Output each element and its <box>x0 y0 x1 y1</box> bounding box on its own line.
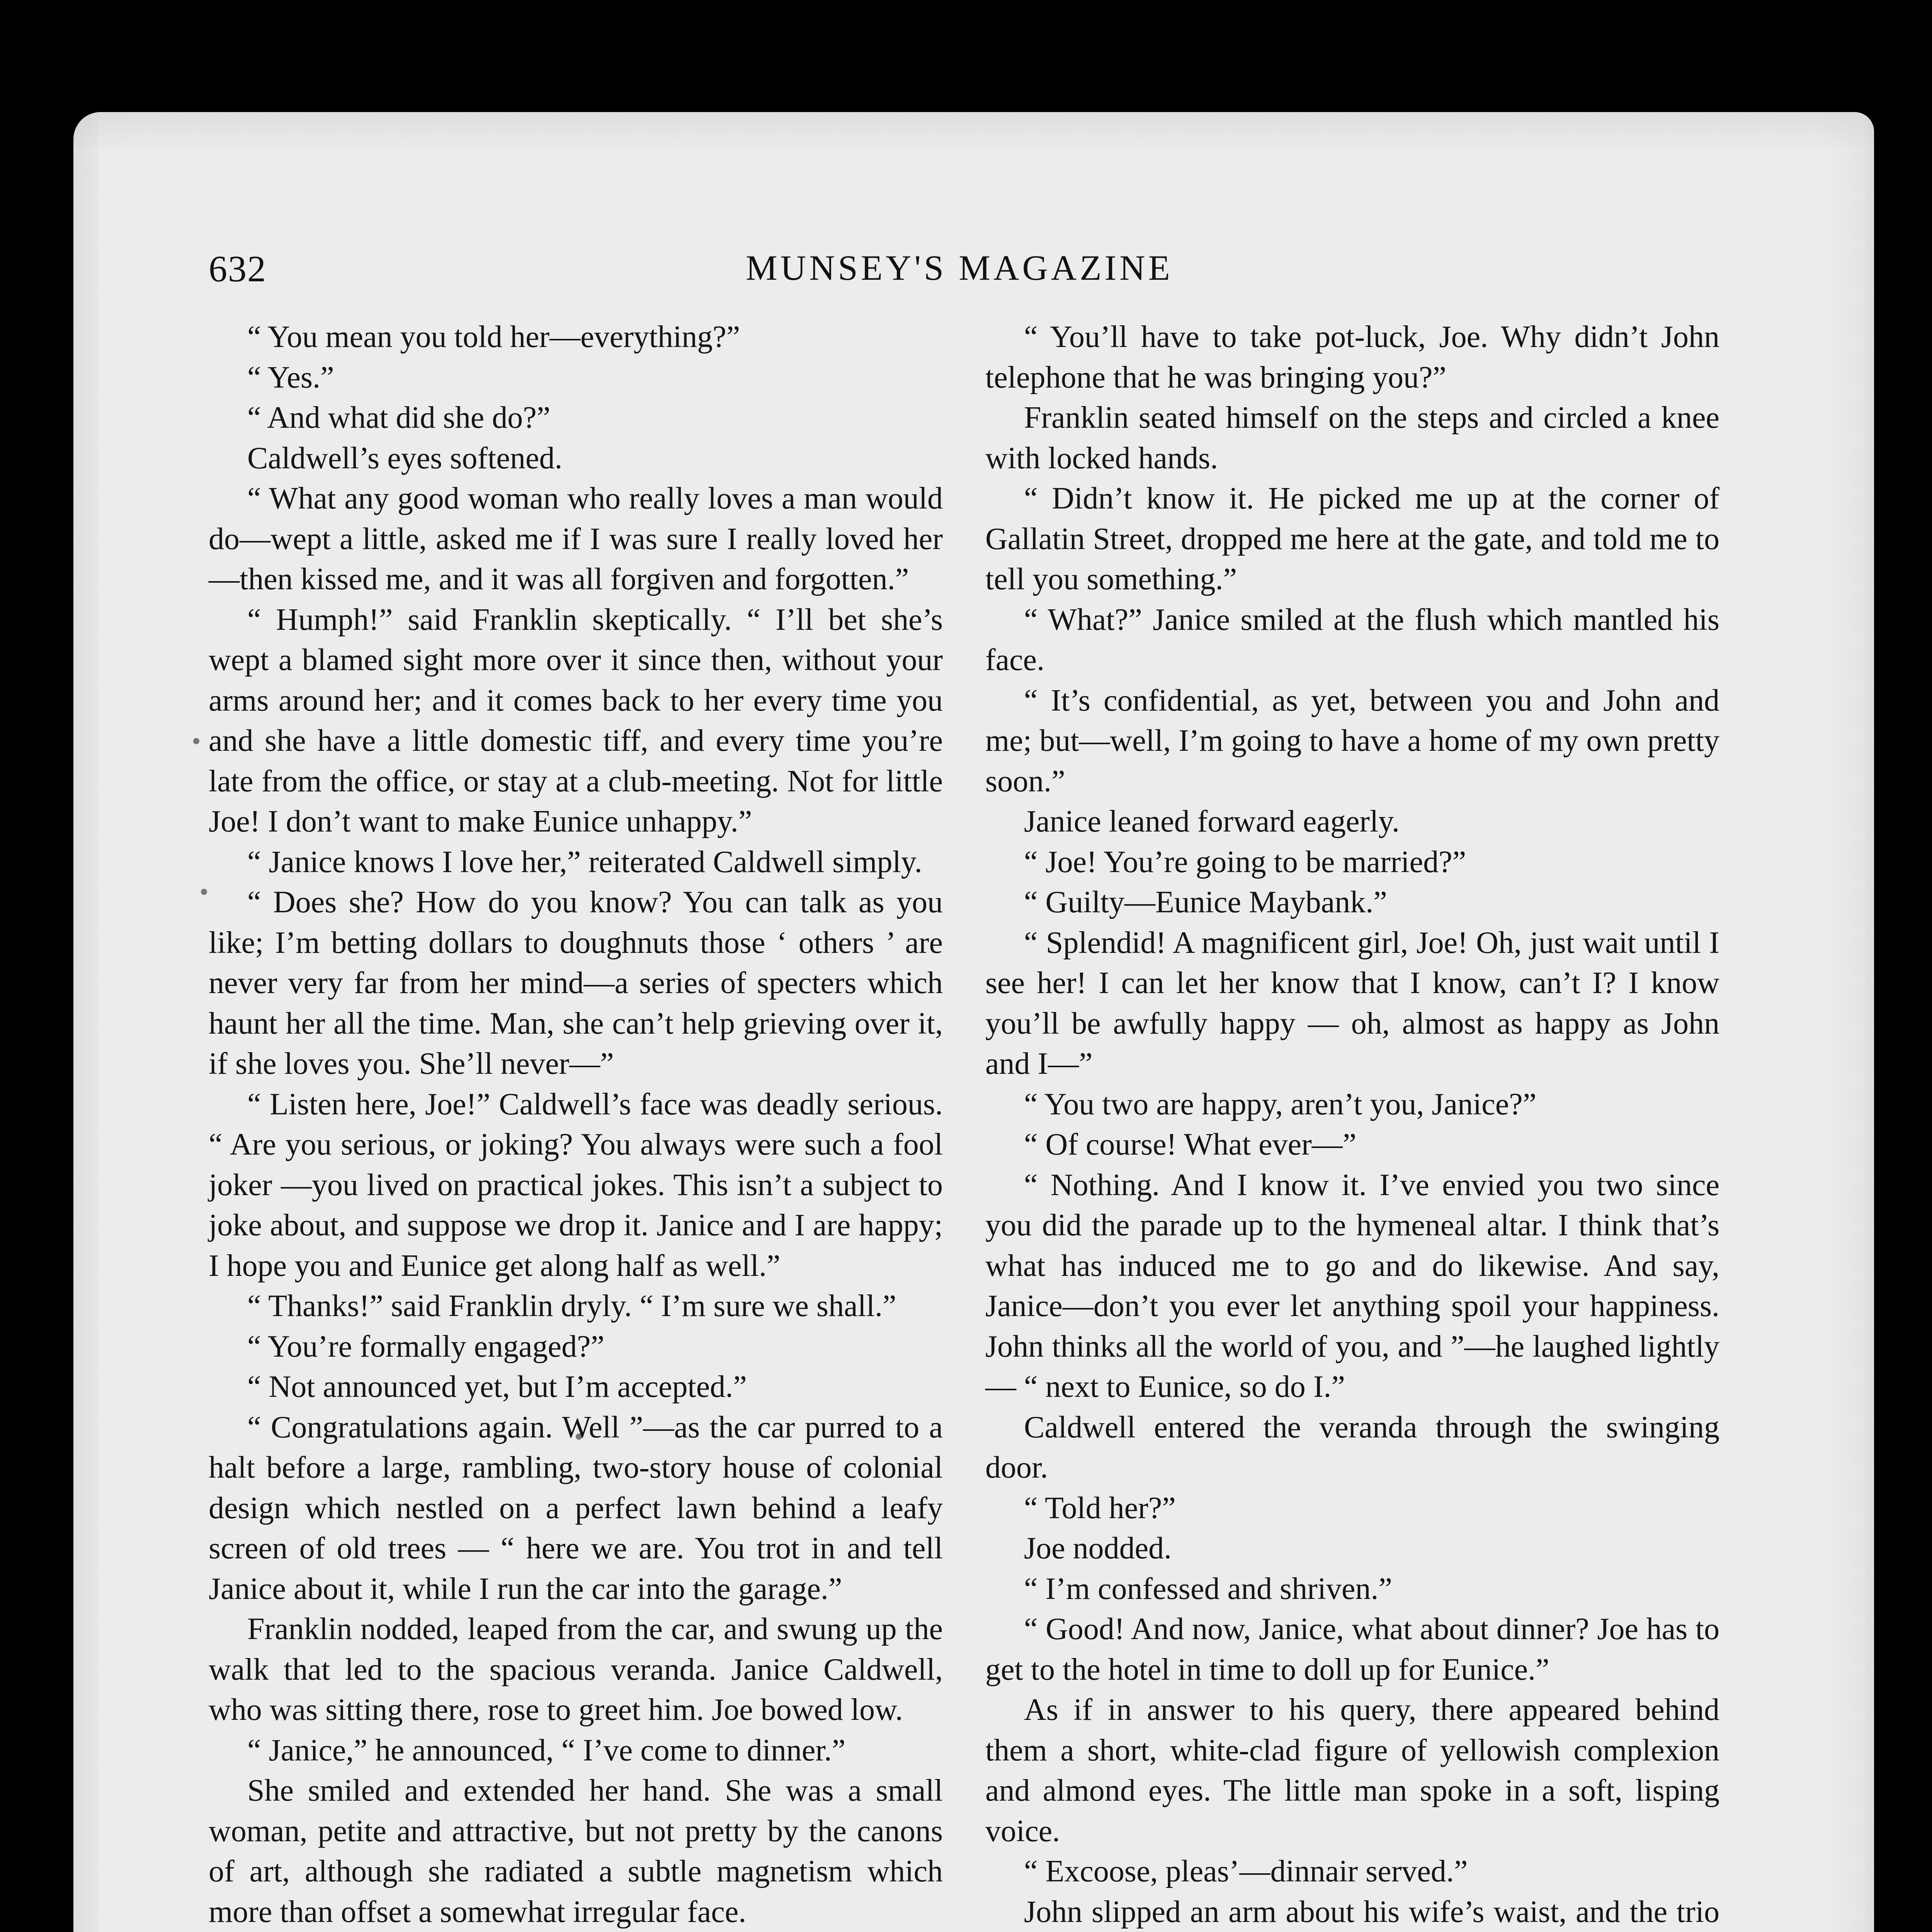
paragraph: “ Congratulations again. Well ”—as the car purred to a halt before a large, rambling, two-story house of colonial design which nestled on a perfect lawn behind a leafy screen of old trees — “ here we are. You trot in and tell Janice about it, while I run the car into the garage.” <box>209 1410 943 1606</box>
paragraph: “ Excoose, pleas’—dinnair served.” <box>1024 1854 1468 1888</box>
paragraph: “ Of course! What ever—” <box>1024 1128 1357 1162</box>
paragraph: “ Humph!” said Franklin skeptically. “ I’ll bet she’s wept a blamed sight more over it since then, without your arms around her; and it comes back to her every time you and she have a little domestic tiff, and every time you’re late from the office, or stay at a club-meeting. Not for little Joe! I don’t want to make Eunice unhappy.” <box>209 602 943 838</box>
right-text-column <box>985 317 1719 1932</box>
paragraph: “ I’m confessed and shriven.” <box>1024 1571 1392 1606</box>
paragraph: “ It’s confidential, as yet, between you and John and me; but—well, I’m going to have a home of my own pretty soon.” <box>985 683 1719 798</box>
paragraph: She smiled and extended her hand. She was a small woman, petite and attractive, but not pretty by the canons of art, although she radiated a subtle magnetism which more than offset a somewhat irregular face. <box>209 1774 943 1929</box>
paragraph: “ And what did she do?” <box>247 401 551 435</box>
paragraph: “ What?” Janice smiled at the flush which mantled his face. <box>985 602 1719 677</box>
paragraph: “ What any good woman who really loves a man would do—wept a little, asked me if I was sure I really loved her—then kissed me, and it was all forgiven and forgotten.” <box>209 481 943 596</box>
paragraph: Joe nodded. <box>1024 1531 1172 1565</box>
paragraph: “ Janice knows I love her,” reiterated Caldwell simply. <box>247 845 922 879</box>
paragraph: “ Does she? How do you know? You can talk as you like; I’m betting dollars to doughnuts those ‘ others ’ are never very far from her mind—a series of specters which haunt her all the time. Man, she can’t help grieving over it, if she loves you. She’ll never—” <box>209 885 943 1081</box>
paragraph: “ Joe! You’re going to be married?” <box>1024 845 1466 879</box>
paragraph: As if in answer to his query, there appeared behind them a short, white-clad figure of yellowish complexion and almond eyes. The little man spoke in a soft, lisping voice. <box>985 1693 1719 1848</box>
paragraph: Janice leaned forward eagerly. <box>1024 804 1400 838</box>
paragraph: “ Yes.” <box>247 360 334 395</box>
paragraph: Franklin nodded, leaped from the car, and swung up the walk that led to the spacious veranda. Janice Caldwell, who was sitting there, rose to greet him. Joe bowed low. <box>209 1612 943 1727</box>
running-head <box>209 247 1716 298</box>
paragraph: Caldwell’s eyes softened. <box>247 441 563 475</box>
paragraph: “ You’ll have to take pot-luck, Joe. Why didn’t John telephone that he was bringing you?” <box>985 320 1719 395</box>
paragraph: Caldwell entered the veranda through the swinging door. <box>985 1410 1719 1485</box>
paragraph: “ Good! And now, Janice, what about dinner? Joe has to get to the hotel in time to doll up for Eunice.” <box>985 1612 1719 1687</box>
paragraph: “ Told her?” <box>1024 1491 1176 1525</box>
paragraph: “ Guilty—Eunice Maybank.” <box>1024 885 1387 919</box>
paragraph: “ Thanks!” said Franklin dryly. “ I’m sure we shall.” <box>247 1289 896 1323</box>
paragraph: “ Splendid! A magnificent girl, Joe! Oh, just wait until I see her! I can let her know that I know, can’t I? I know you’ll be awfully happy — oh, almost as happy as John and I—” <box>985 925 1719 1081</box>
paragraph: “ Not announced yet, but I’m accepted.” <box>247 1370 747 1404</box>
paragraph: “ You two are happy, aren’t you, Janice?” <box>1024 1087 1537 1121</box>
paragraph: “ Janice,” he announced, “ I’ve come to dinner.” <box>247 1733 846 1767</box>
paragraph: “ You’re formally engaged?” <box>247 1329 605 1364</box>
magazine-title: MUNSEY'S MAGAZINE <box>746 248 1173 287</box>
page-number: 632 <box>209 248 267 289</box>
paragraph: John slipped an arm about his wife’s waist, and the trio <box>1024 1895 1719 1929</box>
paragraph: “ You mean you told her—everything?” <box>247 320 740 354</box>
paragraph: “ Listen here, Joe!” Caldwell’s face was deadly serious. “ Are you serious, or joking? You always were such a fool joker —you lived on practical jokes. This isn’t a subject to joke about, and suppose we drop it. Janice and I are happy; I hope you and Eunice get along half as well.” <box>209 1087 943 1283</box>
paragraph: Franklin seated himself on the steps and circled a knee with locked hands. <box>985 401 1719 475</box>
paragraph: “ Didn’t know it. He picked me up at the corner of Gallatin Street, dropped me here at the gate, and told me to tell you something.” <box>985 481 1719 596</box>
left-text-column <box>209 317 943 1932</box>
paragraph: “ Nothing. And I know it. I’ve envied you two since you did the parade up to the hymeneal altar. I think that’s what has induced me to go and do likewise. And say, Janice—don’t you ever let anything spoil your happiness. John thinks all the world of you, and ”—he laughed lightly— “ next to Eunice, so do I.” <box>985 1168 1719 1404</box>
paper-speck <box>193 738 199 744</box>
paper-speck <box>201 889 207 895</box>
